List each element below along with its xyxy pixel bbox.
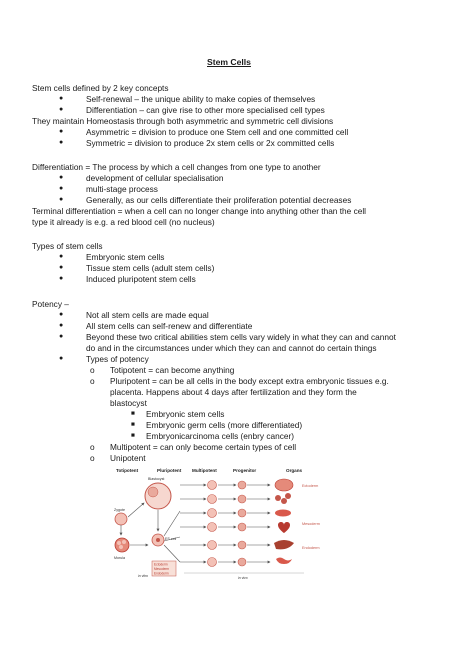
label-zygote: Zygote	[114, 508, 125, 512]
liver-organ-icon	[274, 540, 294, 549]
brain-organ-icon	[275, 479, 293, 491]
homeostasis-line: They maintain Homeostasis through both asymmetric and symmetric cell divisions	[32, 116, 334, 126]
label-endoderm: Endoderm	[302, 546, 320, 550]
square-bullet-icon: ■	[131, 432, 135, 439]
muscle-organ-icon	[275, 510, 291, 517]
bullet-icon: ●	[59, 106, 64, 113]
bullet-icon: ●	[59, 174, 64, 181]
box-line: Endoderm	[154, 571, 169, 576]
sub-list-item: Multipotent = can only become certain types of cell	[110, 442, 297, 452]
list-item: Beyond these two critical abilities stem cells vary widely in what they can and cannot	[86, 332, 396, 342]
sub-list-item: Unipotent	[110, 453, 146, 463]
heart-organ-icon	[278, 522, 290, 533]
bullet-icon: ●	[59, 95, 64, 102]
list-item: All stem cells can self-renew and differentiate	[86, 321, 253, 331]
lineage-row-ectoderm	[180, 479, 318, 491]
list-item: Types of potency	[86, 354, 149, 364]
circle-bullet-icon: o	[90, 442, 95, 452]
circle-bullet-icon: o	[90, 376, 95, 386]
sub-list-item-continuation: blastocyst	[110, 398, 147, 408]
sub-sub-list-item: Embryonicarcinoma cells (enbry cancer)	[146, 431, 295, 441]
list-item: Embryonic stem cells	[86, 252, 165, 262]
list-item: Not all stem cells are made equal	[86, 310, 209, 320]
header-organs: Organs	[286, 468, 303, 473]
bullet-icon: ●	[59, 355, 64, 362]
bullet-icon: ●	[59, 139, 64, 146]
types-heading: Types of stem cells	[32, 241, 103, 251]
sub-sub-list-item: Embryonic stem cells	[146, 409, 225, 419]
lineage-row-red	[180, 493, 291, 504]
list-item: Tissue stem cells (adult stem cells)	[86, 263, 215, 273]
lineage-row-gut	[180, 558, 292, 567]
bullet-icon: ●	[59, 185, 64, 192]
list-item: Self-renewal – the unique ability to make copies of themselves	[86, 94, 316, 104]
stem-cell-potency-figure	[108, 465, 340, 583]
bullet-icon: ●	[59, 253, 64, 260]
potency-heading: Potency –	[32, 299, 69, 309]
bullet-icon: ●	[59, 333, 64, 340]
list-item: Generally, as our cells differentiate their proliferation potential decreases	[86, 195, 352, 205]
header-multipotent: Multipotent	[192, 468, 217, 473]
box-line: Mesoderm	[154, 567, 170, 571]
morula-icon	[115, 538, 129, 552]
page-title: Stem Cells	[207, 57, 251, 67]
list-item: Asymmetric = division to produce one Stem cell and one committed cell	[86, 127, 349, 137]
bullet-icon: ●	[59, 322, 64, 329]
circle-bullet-icon: o	[90, 453, 95, 463]
terminal-diff-line: type it already is e.g. a red blood cell (no nucleus)	[32, 217, 215, 227]
bullet-icon: ●	[59, 264, 64, 271]
circle-bullet-icon: o	[90, 365, 95, 375]
differentiation-definition: Differentiation = The process by which a cell changes from one type to another	[32, 162, 321, 172]
list-item: Symmetric = division to produce 2x stem cells or 2x committed cells	[86, 138, 335, 148]
label-in-vivo: in vivo	[238, 576, 248, 580]
bullet-icon: ●	[59, 275, 64, 282]
bullet-icon: ●	[59, 311, 64, 318]
label-es-cell: ES cell	[165, 537, 177, 541]
sub-list-item: Totipotent = can become anything	[110, 365, 235, 375]
square-bullet-icon: ■	[131, 421, 135, 428]
header-progenitor: Progenitor	[233, 468, 257, 473]
intro-line: Stem cells defined by 2 key concepts	[32, 83, 169, 93]
header-pluripotent: Pluripotent	[157, 468, 182, 473]
header-totipotent: Totipotent	[116, 468, 139, 473]
sub-sub-list-item: Embryonic germ cells (more differentiated)	[146, 420, 303, 430]
blood-cells-icon	[275, 495, 281, 501]
bullet-icon: ●	[59, 128, 64, 135]
intestine-organ-icon	[276, 558, 292, 565]
label-ectoderm: Ectoderm	[302, 484, 319, 488]
zygote-icon	[115, 513, 127, 525]
terminal-diff-line: Terminal differentiation = when a cell can no longer change into anything other than the cell	[32, 206, 367, 216]
lineage-row-mesoderm	[180, 509, 320, 527]
list-item: Induced pluripotent stem cells	[86, 274, 196, 284]
list-item: development of cellular specialisation	[86, 173, 224, 183]
lineage-row-heart	[180, 522, 290, 533]
bullet-icon: ●	[59, 196, 64, 203]
label-mesoderm: Mesoderm	[302, 522, 320, 526]
label-blastocyst: Blastocyst	[148, 477, 165, 481]
list-item: Differentiation – can give rise to other more specialised cell types	[86, 105, 325, 115]
blastocyst-icon	[145, 483, 171, 509]
sub-list-item-continuation: placenta. Happens about 4 days after fertilization and they form the	[110, 387, 357, 397]
label-in-vitro: in vitro	[138, 574, 148, 578]
label-morula: Morula	[114, 556, 125, 560]
square-bullet-icon: ■	[131, 410, 135, 417]
sub-list-item: Pluripotent = can be all cells in the body except extra embryonic tissues e.g.	[110, 376, 389, 386]
list-item-continuation: do and in the circumstances under which they can and cannot do certain things	[86, 343, 377, 353]
box-line: Ectoderm	[154, 562, 168, 567]
list-item: multi-stage process	[86, 184, 158, 194]
lineage-row-endoderm	[180, 540, 320, 550]
